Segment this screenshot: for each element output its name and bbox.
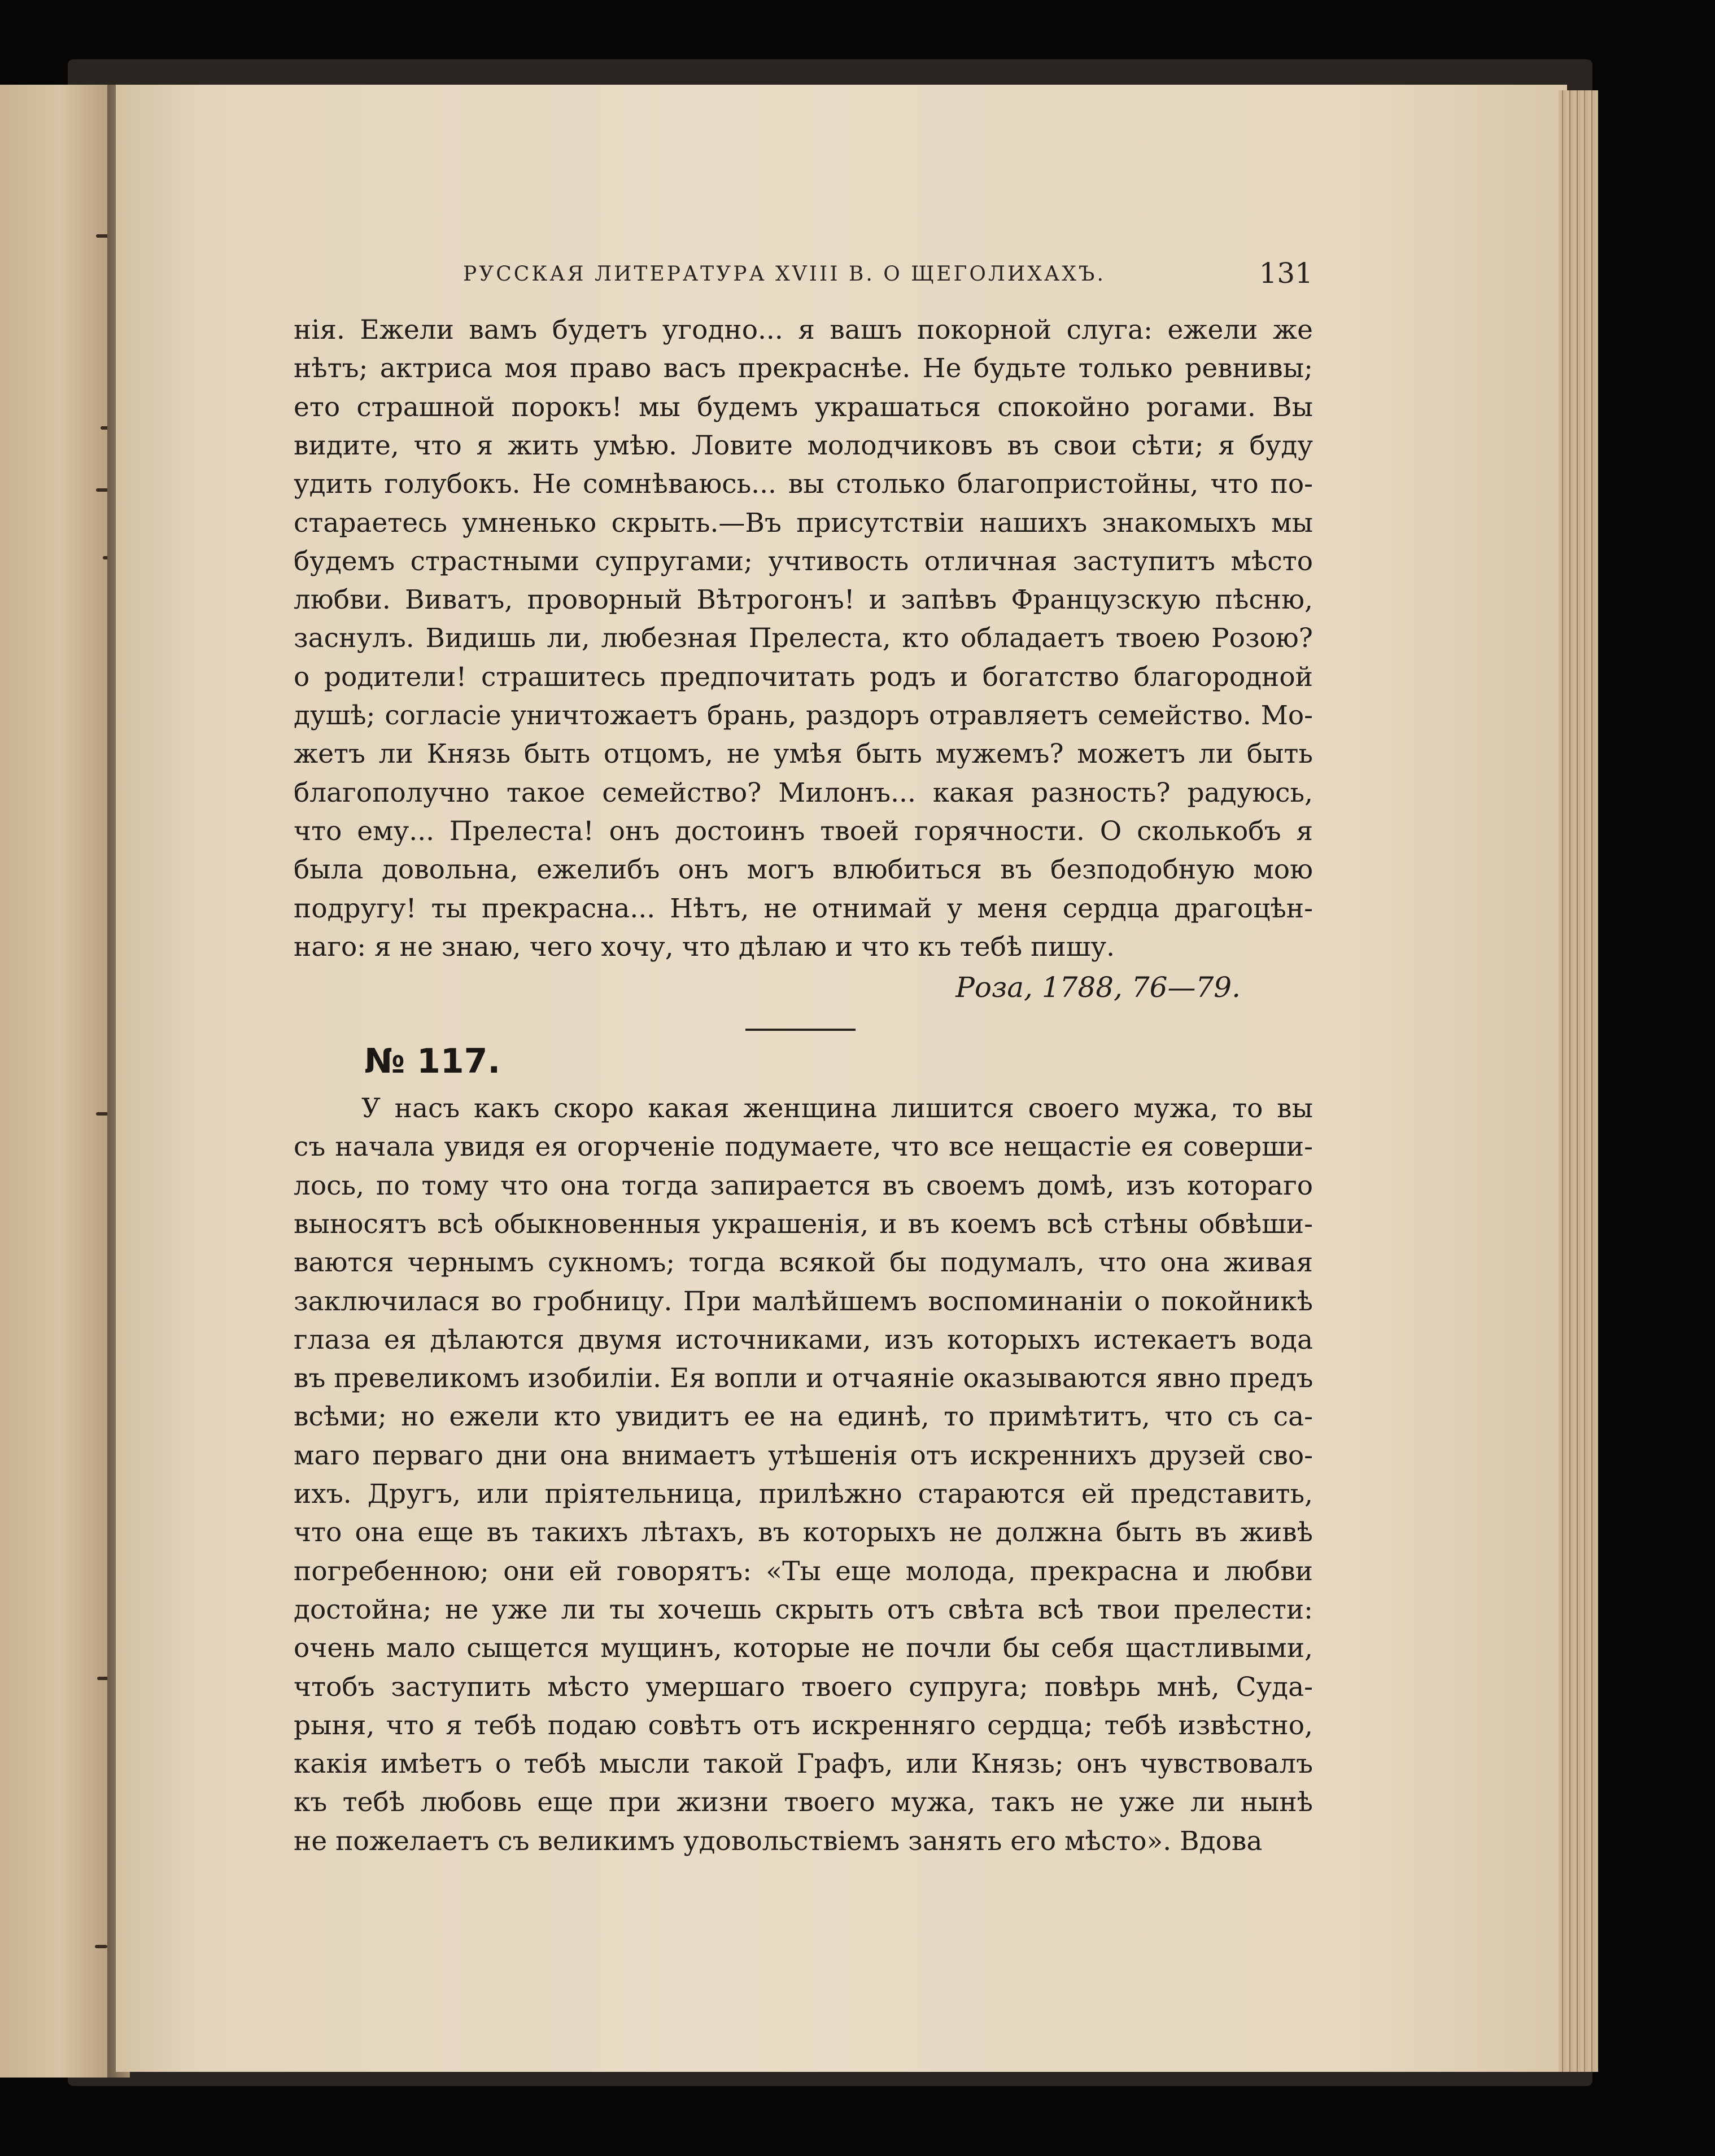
text-line: удить голубокъ. Не сомнѣваюсь... вы столько благопристойны, что по- <box>294 469 1313 500</box>
text-line: была довольна, ежелибъ онъ могъ влюбиться въ безподобную мою <box>294 854 1313 886</box>
text-line: всѣми; но ежели кто увидитъ ее на единѣ, то примѣтитъ, что съ са- <box>294 1401 1313 1433</box>
section-divider <box>745 1029 856 1031</box>
text-line: заснулъ. Видишь ли, любезная Прелеста, кто обладаетъ твоею Розою? <box>294 623 1313 654</box>
text-line: видите, что я жить умѣю. Ловите молодчиковъ въ свои сѣти; я буду <box>294 430 1313 461</box>
text-line: къ тебѣ любовь еще при жизни твоего мужа, такъ не уже ли нынѣ <box>294 1787 1313 1818</box>
text-line: наго: я не знаю, чего хочу, что дѣлаю и что къ тебѣ пишу. <box>294 931 1115 963</box>
section-number: № 117. <box>364 1042 501 1081</box>
text-line: съ начала увидя ея огорченіе подумаете, что все нещастіе ея соверши- <box>294 1131 1313 1163</box>
text-line: чтобъ заступить мѣсто умершаго твоего супруга; повѣрь мнѣ, Суда- <box>294 1671 1313 1703</box>
running-title: РУССКАЯ ЛИТЕРАТУРА XVIII В. О ЩЕГОЛИХАХЪ. <box>463 263 1106 286</box>
margin-mark <box>96 234 108 238</box>
margin-mark <box>95 1945 107 1948</box>
page-header <box>294 257 1313 296</box>
text-line: очень мало сыщется мущинъ, которые не почли бы себя щастливыми, <box>294 1633 1313 1664</box>
margin-mark <box>96 1112 108 1116</box>
text-line: не пожелаетъ съ великимъ удовольствіемъ занять его мѣсто». Вдова <box>294 1825 1263 1857</box>
margin-mark <box>96 488 108 492</box>
text-line: что она еще въ такихъ лѣтахъ, въ которыхъ не должна быть въ живѣ <box>294 1517 1313 1549</box>
text-line: ето страшной порокъ! мы будемъ украшаться спокойно рогами. Вы <box>294 391 1313 423</box>
left-page-edge <box>0 85 110 2078</box>
page-edges <box>1559 90 1598 2072</box>
source-citation: Роза, 1788, 76—79. <box>955 971 1241 1004</box>
text-line: ваются чернымъ сукномъ; тогда всякой бы подумалъ, что она живая <box>294 1247 1313 1279</box>
text-line: стараетесь умненько скрыть.—Въ присутствіи нашихъ знакомыхъ мы <box>294 507 1313 539</box>
text-line: нія. Ежели вамъ будетъ угодно... я вашъ покорной слуга: ежели же <box>294 314 1313 346</box>
text-line: подругу! ты прекрасна... Нѣтъ, не отнимай у меня сердца драгоцѣн- <box>294 893 1313 924</box>
page-number: 131 <box>1259 257 1313 290</box>
text-line: выносятъ всѣ обыкновенныя украшенія, и въ коемъ всѣ стѣны обвѣши- <box>294 1208 1313 1240</box>
text-line: жетъ ли Князь быть отцомъ, не умѣя быть мужемъ? можетъ ли быть <box>294 738 1313 770</box>
text-line: погребенною; они ей говорятъ: «Ты еще молода, прекрасна и любви <box>294 1555 1313 1587</box>
text-line: душѣ; согласіе уничтожаетъ брань, раздоръ отравляетъ семейство. Мо- <box>294 700 1313 731</box>
text-line: глаза ея дѣлаются двумя источниками, изъ которыхъ истекаетъ вода <box>294 1324 1313 1355</box>
text-line: о родители! страшитесь предпочитать родъ и богатство благородной <box>294 661 1313 693</box>
text-line: лось, по тому что она тогда запирается въ своемъ домѣ, изъ котораго <box>294 1170 1313 1201</box>
text-line: въ превеликомъ изобиліи. Ея вопли и отчаяніе оказываются явно предъ <box>294 1363 1313 1394</box>
text-line: благополучно такое семейство? Милонъ... какая разность? радуюсь, <box>294 777 1313 808</box>
text-line: маго перваго дни она внимаетъ утѣшенія отъ искреннихъ друзей сво- <box>294 1440 1313 1471</box>
text-line: нѣтъ; актриса моя право васъ прекраснѣе. Не будьте только ревнивы; <box>294 353 1313 384</box>
text-line: рыня, что я тебѣ подаю совѣтъ отъ искренняго сердца; тебѣ извѣстно, <box>294 1709 1313 1741</box>
text-line: любви. Виватъ, проворный Вѣтрогонъ! и запѣвъ Французскую пѣсню, <box>294 584 1313 616</box>
text-line: ихъ. Другъ, или пріятельница, прилѣжно стараются ей представить, <box>294 1479 1313 1510</box>
text-line: У насъ какъ скоро какая женщина лишится своего мужа, то вы <box>361 1093 1313 1124</box>
text-line: заключилася во гробницу. При малѣйшемъ воспоминаніи о покойникѣ <box>294 1285 1313 1317</box>
text-line: будемъ страстными супругами; учтивость отличная заступитъ мѣсто <box>294 545 1313 577</box>
text-line: какія имѣетъ о тебѣ мысли такой Графъ, или Князь; онъ чувствовалъ <box>294 1748 1313 1780</box>
text-line: достойна; не уже ли ты хочешь скрыть отъ свѣта всѣ твои прелести: <box>294 1594 1313 1625</box>
text-line: что ему... Прелеста! онъ достоинъ твоей горячности. О сколькобъ я <box>294 815 1313 847</box>
